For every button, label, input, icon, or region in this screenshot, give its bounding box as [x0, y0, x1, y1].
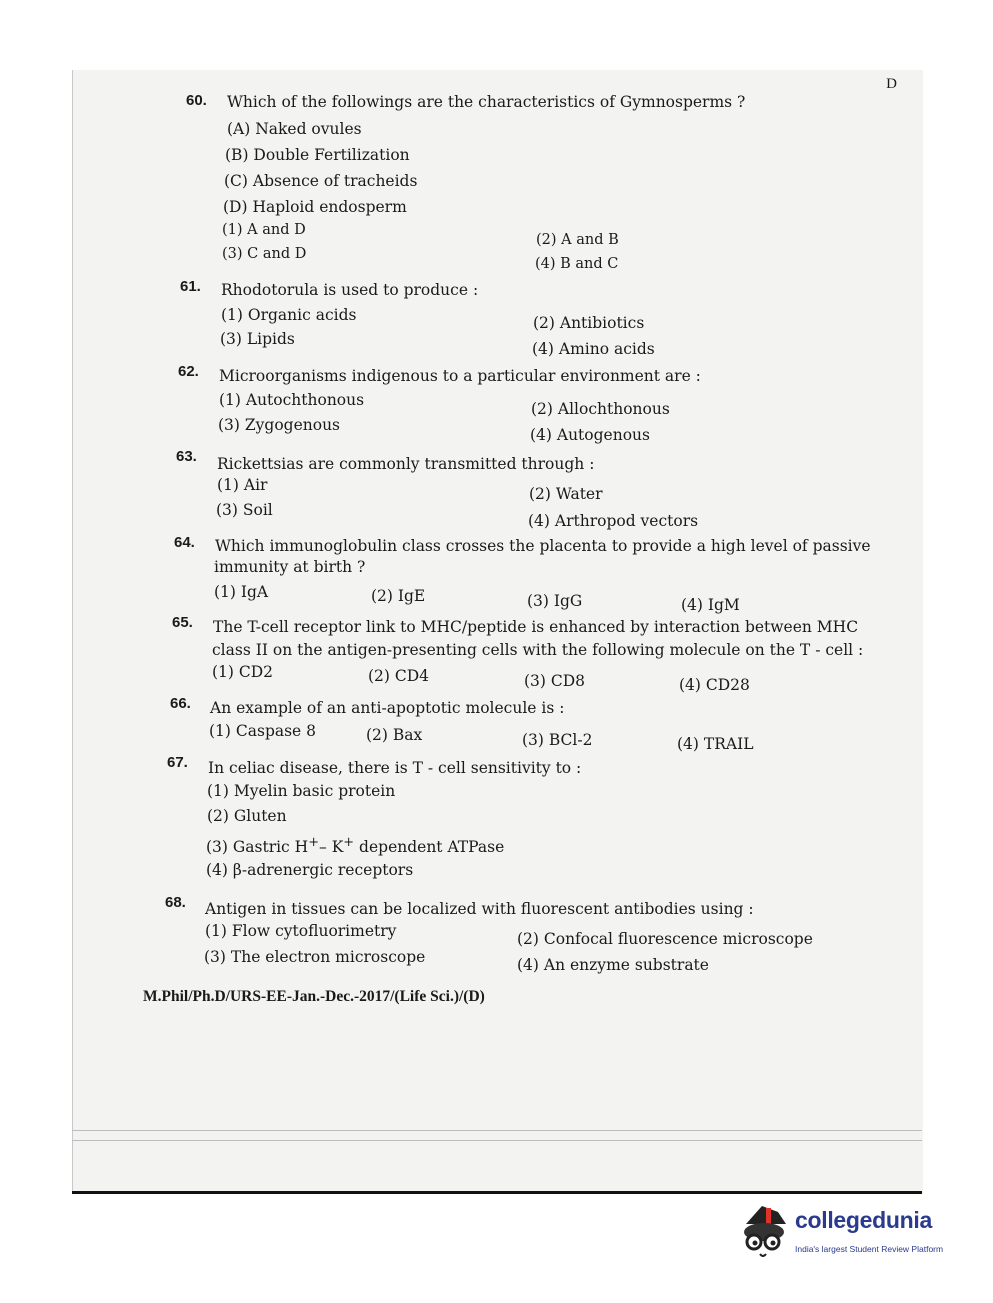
option: (2) Water: [529, 485, 603, 503]
question-number: 68.: [165, 894, 186, 911]
option: (1) Flow cytofluorimetry: [205, 922, 397, 940]
option: (2) IgE: [371, 587, 426, 605]
question-text: In celiac disease, there is T - cell sensitivity to :: [208, 759, 582, 777]
option: (2) A and B: [536, 232, 619, 248]
option: (3) Soil: [216, 501, 273, 519]
option: (1) A and D: [222, 222, 306, 238]
statement: (D) Haploid endosperm: [223, 198, 407, 216]
statement: (B) Double Fertilization: [225, 146, 410, 164]
option: (1) Caspase 8: [209, 722, 317, 740]
option: (3) CD8: [524, 672, 586, 690]
option: (4) IgM: [681, 596, 740, 614]
option: (2) Allochthonous: [531, 400, 670, 418]
statement: (C) Absence of tracheids: [224, 172, 418, 190]
question-text: Rickettsias are commonly transmitted through :: [217, 455, 595, 473]
option: (3) Zygogenous: [218, 416, 341, 434]
option: (4) Arthropod vectors: [528, 512, 699, 530]
fold-line: [72, 1130, 922, 1131]
question-number: 65.: [172, 614, 193, 631]
question-number: 63.: [176, 448, 197, 465]
option: (2) Antibiotics: [533, 314, 645, 332]
question-number: 66.: [170, 695, 191, 712]
option: (4) B and C: [535, 256, 619, 272]
question-text: Rhodotorula is used to produce :: [221, 281, 479, 299]
option: (3) IgG: [527, 592, 583, 610]
booklet-code: D: [886, 76, 897, 92]
option: (3) The electron microscope: [204, 948, 426, 966]
question-number: 67.: [167, 754, 188, 771]
option: (3) Lipids: [220, 330, 295, 348]
option: (3) BCl-2: [522, 731, 593, 749]
mascot-icon: [738, 1202, 794, 1262]
option: (2) CD4: [368, 667, 430, 685]
option: (1) CD2: [212, 663, 274, 681]
option: (2) Gluten: [207, 807, 287, 825]
question-number: 62.: [178, 363, 199, 380]
question-text-line: The T-cell receptor link to MHC/peptide is enhanced by interaction between MHC: [213, 618, 859, 636]
option: (1) IgA: [214, 583, 269, 601]
collegedunia-logo[interactable]: [738, 1200, 960, 1270]
brand-tagline: India's largest Student Review Platform: [795, 1244, 944, 1254]
question-number: 64.: [174, 534, 195, 551]
question-text-line: Which immunoglobulin class crosses the placenta to provide a high level of passive: [215, 537, 871, 555]
statement: (A) Naked ovules: [227, 120, 362, 138]
question-number: 61.: [180, 278, 201, 295]
option: (4) An enzyme substrate: [517, 956, 709, 974]
option: (3) C and D: [222, 246, 307, 262]
option: (2) Confocal fluorescence microscope: [517, 930, 813, 948]
option: (4) CD28: [679, 676, 750, 694]
option: (1) Organic acids: [221, 306, 357, 324]
option: (1) Autochthonous: [219, 391, 365, 409]
page-bottom-rule: [72, 1191, 922, 1194]
question-text: Which of the followings are the characteristics of Gymnosperms ?: [227, 93, 746, 111]
option: (3) Gastric H+– K+ dependent ATPase: [206, 835, 505, 857]
option: (1) Myelin basic protein: [207, 782, 396, 800]
question-text: An example of an anti-apoptotic molecule is :: [210, 699, 565, 717]
option: (2) Bax: [366, 726, 423, 744]
option: (4) TRAIL: [677, 735, 754, 753]
question-text: Antigen in tissues can be localized with fluorescent antibodies using :: [205, 900, 754, 918]
option: (1) Air: [217, 476, 268, 494]
question-number: 60.: [186, 92, 207, 109]
fold-line: [72, 1140, 922, 1141]
option: (4) Autogenous: [530, 426, 650, 444]
option: (4) β-adrenergic receptors: [206, 861, 414, 879]
brand-name: collegedunia: [795, 1207, 932, 1233]
question-text: Microorganisms indigenous to a particular environment are :: [219, 367, 701, 385]
question-text-line: class II on the antigen-presenting cells with the following molecule on the T - cell :: [212, 641, 864, 659]
option: (4) Amino acids: [532, 340, 655, 358]
paper-footer-code: M.Phil/Ph.D/URS-EE-Jan.-Dec.-2017/(Life Sci.)/(D): [143, 988, 485, 1005]
question-text-line: immunity at birth ?: [214, 558, 366, 576]
